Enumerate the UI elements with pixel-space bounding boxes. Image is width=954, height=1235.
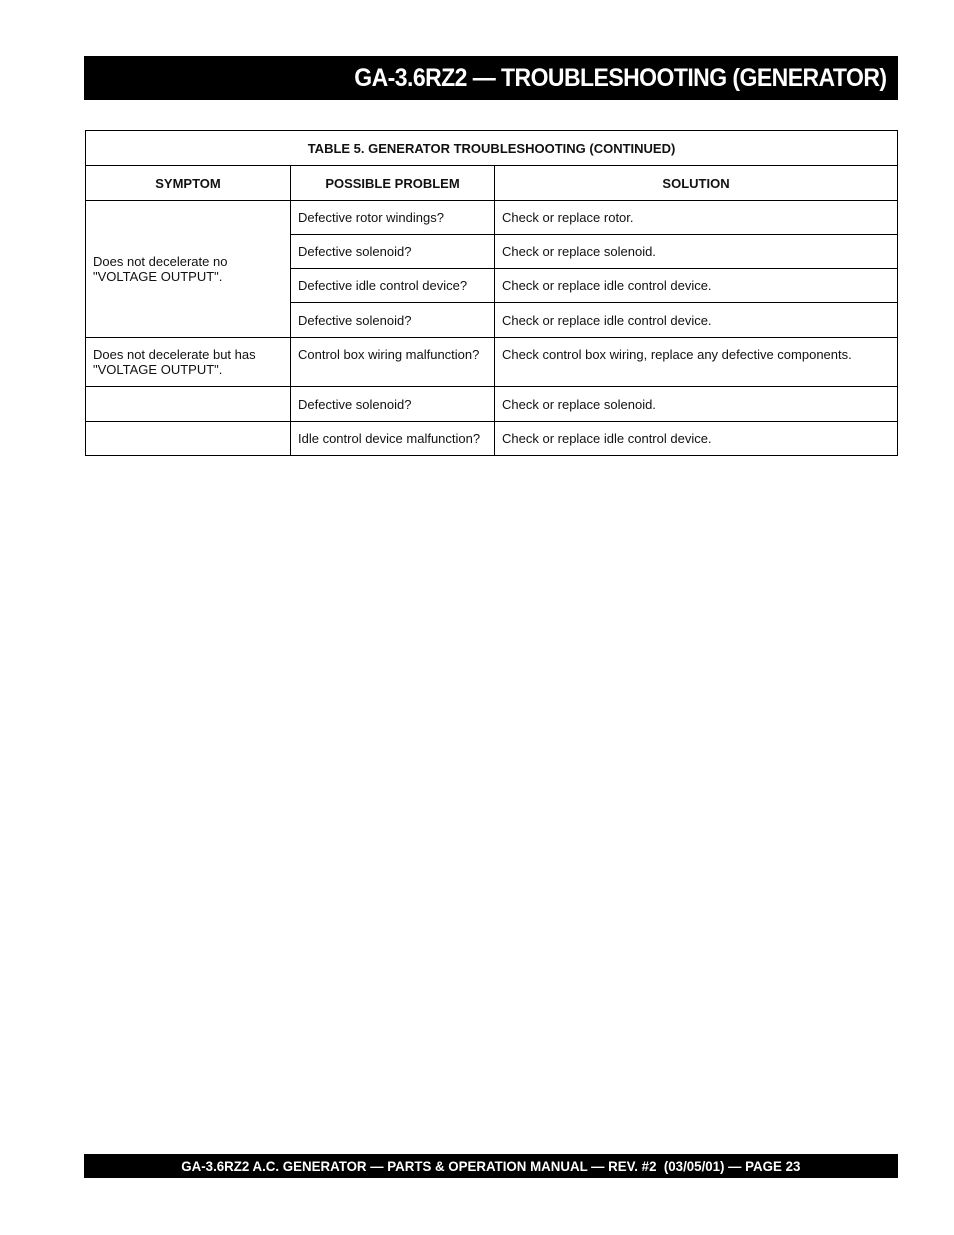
solution-cell: Check or replace rotor.: [495, 201, 898, 235]
table-caption: TABLE 5. GENERATOR TROUBLESHOOTING (CONTINUED): [86, 131, 898, 166]
symptom-text: Does not decelerate no "VOLTAGE OUTPUT".: [93, 254, 228, 284]
symptom-cell: Does not decelerate but has "VOLTAGE OUTPUT".: [86, 338, 291, 387]
problem-cell: Defective solenoid?: [291, 387, 495, 422]
column-header-solution: SOLUTION: [495, 166, 898, 201]
problem-cell: Idle control device malfunction?: [291, 422, 495, 456]
symptom-cell: [86, 387, 291, 422]
solution-cell: Check or replace idle control device.: [495, 303, 898, 338]
table-caption-row: [86, 131, 898, 166]
page-title: GA-3.6RZ2 — TROUBLESHOOTING (GENERATOR): [353, 63, 886, 92]
problem-cell: Defective rotor windings?: [291, 201, 495, 235]
problem-cell: Defective idle control device?: [291, 269, 495, 303]
problem-cell: Defective solenoid?: [291, 303, 495, 338]
solution-cell: Check or replace solenoid.: [495, 235, 898, 269]
symptom-cell: [86, 201, 291, 338]
problem-cell: Control box wiring malfunction?: [291, 338, 495, 387]
solution-cell: Check or replace solenoid.: [495, 387, 898, 422]
table-row: [86, 387, 898, 422]
solution-cell: Check or replace idle control device.: [495, 422, 898, 456]
page-footer-bar: [84, 1154, 898, 1178]
table-header-row: [86, 166, 898, 201]
page-footer: GA-3.6RZ2 A.C. GENERATOR — PARTS & OPERATION MANUAL — REV. #2 (03/05/01) — PAGE 23: [181, 1158, 801, 1174]
solution-cell: Check or replace idle control device.: [495, 269, 898, 303]
troubleshooting-table: [85, 130, 898, 456]
table-row: [86, 338, 898, 387]
problem-cell: Defective solenoid?: [291, 235, 495, 269]
column-header-symptom: SYMPTOM: [86, 166, 291, 201]
table-row: [86, 201, 898, 235]
symptom-cell: [86, 422, 291, 456]
solution-cell: Check control box wiring, replace any defective components.: [495, 338, 898, 387]
page-title-bar: [84, 56, 898, 100]
column-header-possible-problem: POSSIBLE PROBLEM: [291, 166, 495, 201]
table-row: [86, 422, 898, 456]
